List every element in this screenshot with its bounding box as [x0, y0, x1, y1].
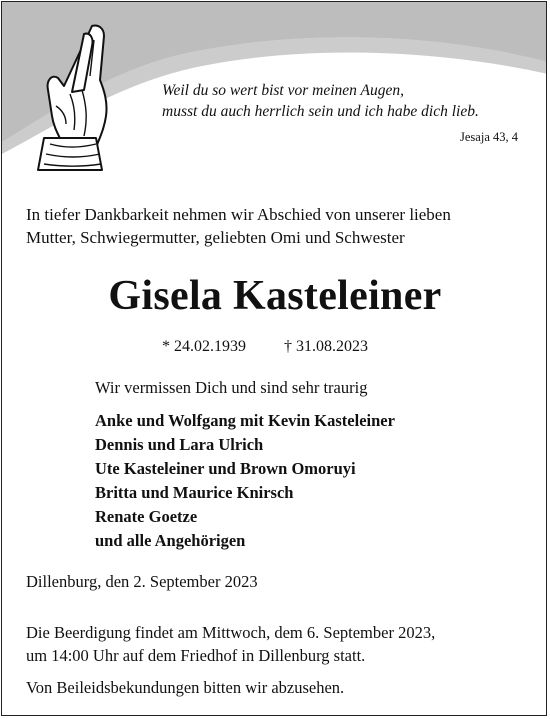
mourner-name: Renate Goetze — [95, 507, 198, 526]
life-dates — [162, 338, 368, 356]
mourners-list — [95, 409, 395, 553]
obituary-notice — [1, 1, 547, 716]
condolences-note: Von Beileidsbekundungen bitten wir abzusehen. — [26, 678, 345, 697]
birth-date: * 24.02.1939 — [162, 338, 246, 355]
mourner-name: und alle Angehörigen — [95, 531, 246, 550]
mourner-name: Dennis und Lara Ulrich — [95, 435, 264, 454]
intro-text — [26, 203, 451, 249]
quote-line: musst du auch herrlich sein und ich habe dich lieb. — [162, 103, 479, 120]
bible-quote — [162, 80, 532, 122]
intro-line: Mutter, Schwiegermutter, geliebten Omi und Schwester — [26, 228, 405, 247]
deceased-name: Gisela Kasteleiner — [108, 273, 442, 319]
place-and-date: Dillenburg, den 2. September 2023 — [26, 572, 258, 591]
mourner-name: Britta und Maurice Knirsch — [95, 483, 294, 502]
funeral-line: um 14:00 Uhr auf dem Friedhof in Dillenburg statt. — [26, 646, 366, 665]
mourners-intro: Wir vermissen Dich und sind sehr traurig — [95, 378, 368, 397]
mourner-name: Anke und Wolfgang mit Kevin Kasteleiner — [95, 411, 395, 430]
quote-source: Jesaja 43, 4 — [460, 130, 518, 144]
mourner-name: Ute Kasteleiner und Brown Omoruyi — [95, 459, 356, 478]
funeral-info — [26, 621, 435, 667]
quote-line: Weil du so wert bist vor meinen Augen, — [162, 82, 404, 99]
death-date: † 31.08.2023 — [284, 338, 368, 355]
praying-hands-icon — [24, 20, 126, 172]
intro-line: In tiefer Dankbarkeit nehmen wir Abschied von unserer lieben — [26, 205, 451, 224]
funeral-line: Die Beerdigung findet am Mittwoch, dem 6. September 2023, — [26, 623, 436, 642]
